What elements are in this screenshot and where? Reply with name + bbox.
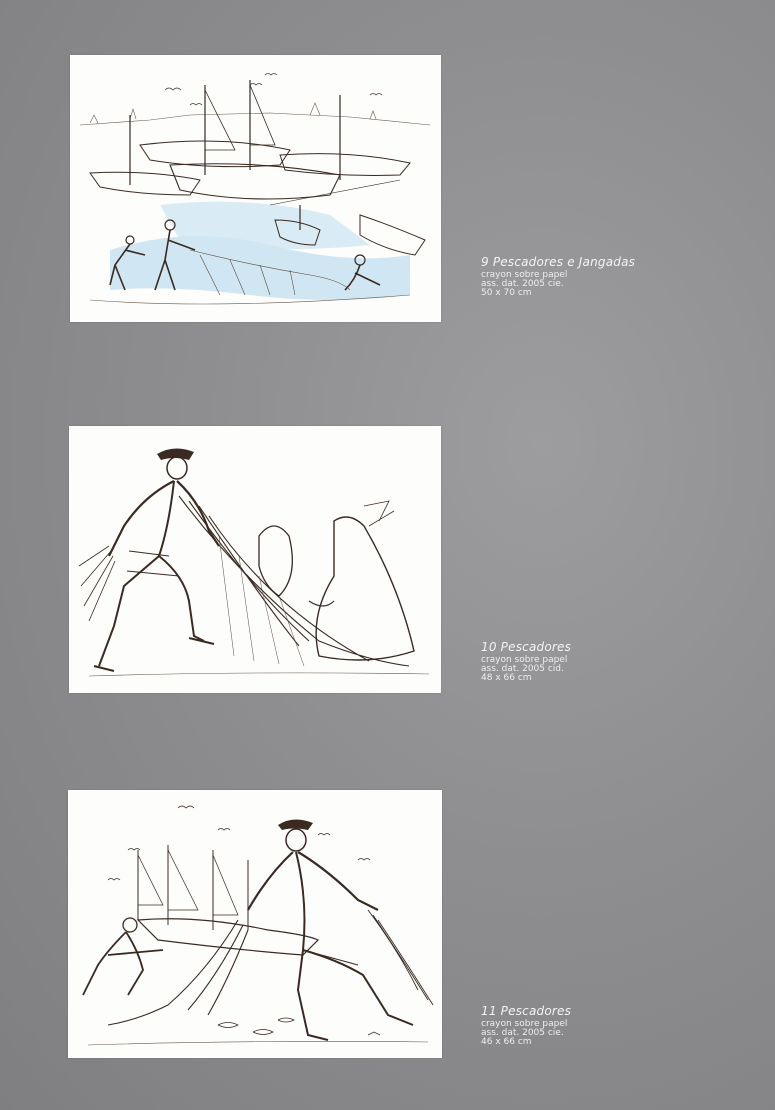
artwork-medium: crayon sobre papel: [481, 1018, 568, 1029]
caption-artwork-11: [481, 1005, 571, 1048]
artwork-image-pescadores-10: [69, 426, 441, 693]
artwork-dimensions: 46 x 66 cm: [481, 1037, 532, 1048]
artwork-signature: ass. dat. 2005 cid.: [481, 664, 564, 675]
artwork-dimensions: 48 x 66 cm: [481, 673, 532, 684]
artwork-medium: crayon sobre papel: [481, 654, 568, 665]
artwork-dimensions: 50 x 70 cm: [481, 288, 532, 299]
artwork-image-pescadores-11: [68, 790, 442, 1058]
artwork-title: 10 Pescadores: [481, 640, 572, 654]
artwork-title: 11 Pescadores: [481, 1004, 572, 1018]
fishermen-net-sketch-illustration: [69, 426, 441, 693]
caption-artwork-10: [481, 641, 571, 684]
caption-artwork-9: [481, 256, 635, 299]
artwork-image-pescadores-e-jangadas: [70, 55, 441, 322]
harbor-sketch-illustration: [70, 55, 441, 322]
artwork-title: 9 Pescadores e Jangadas: [481, 255, 636, 269]
artwork-medium: crayon sobre papel: [481, 269, 568, 280]
artwork-signature: ass. dat. 2005 cie.: [481, 1028, 564, 1039]
fishermen-boats-sketch-illustration: [68, 790, 442, 1058]
artwork-signature: ass. dat. 2005 cie.: [481, 279, 564, 290]
